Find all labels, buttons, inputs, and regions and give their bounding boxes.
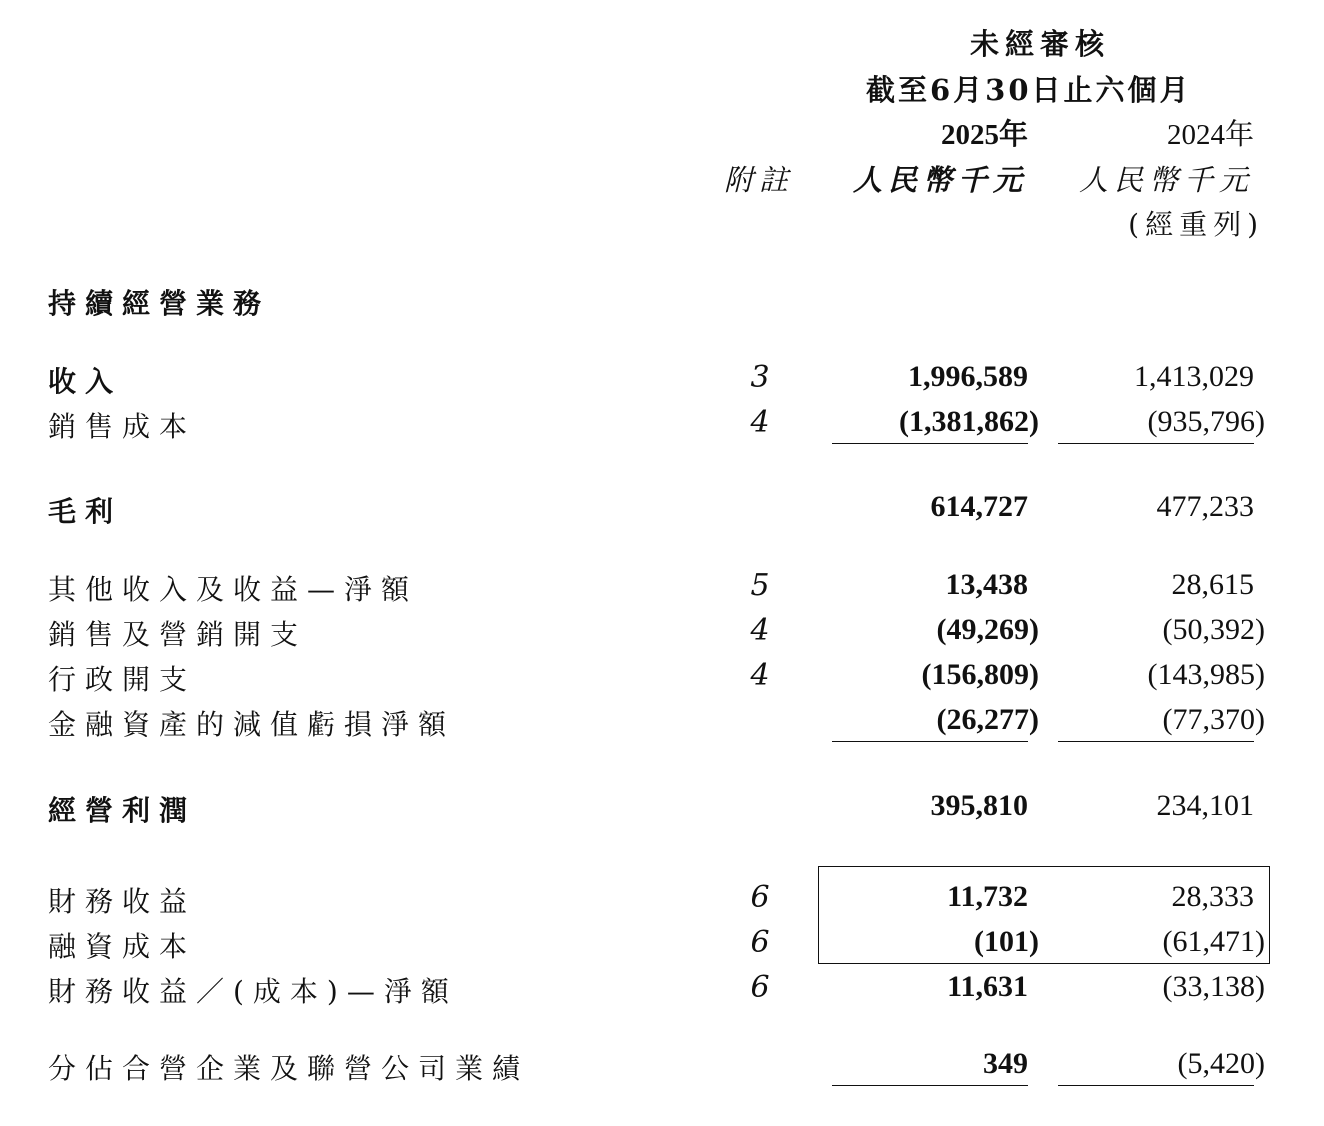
row-label: 收入 [48,365,123,398]
row-label: 其他收入及收益—淨額 [48,573,419,606]
row-label: 融資成本 [48,930,197,963]
year-2024-header: 2024年 [1166,119,1254,151]
restated-header: (經重列) [1128,208,1264,241]
row-value-2025: 349 [983,1047,1028,1080]
unaudited-header: 未經審核 [970,27,1111,61]
row-note: 4 [750,658,770,693]
row-note: 5 [750,568,770,603]
row-label: 毛利 [48,495,123,528]
subtotal-rule-2024 [1058,1085,1254,1086]
row-label: 金融資產的減值虧損淨額 [48,708,456,741]
row-value-2025: (26,277) [936,703,1039,736]
row-value-2025: (1,381,862) [899,405,1039,438]
row-value-2024: 1,413,029 [1134,360,1254,393]
row-label: 分佔合營企業及聯營公司業績 [48,1052,530,1085]
row-label: 銷售成本 [48,410,197,443]
subtotal-rule-2025 [832,741,1028,742]
row-value-2025: 11,631 [947,970,1028,1003]
row-value-2025: 13,438 [945,568,1028,601]
currency-2024-header: 人民幣千元 [1078,163,1254,197]
period-header: 截至6月30日止六個月 [866,73,1192,107]
row-value-2024: 477,233 [1156,490,1254,523]
row-note: 6 [750,970,770,1005]
note-column-header: 附註 [724,163,795,197]
row-value-2024: (935,796) [1147,405,1265,438]
row-value-2024: (5,420) [1177,1047,1265,1080]
row-note: 3 [750,360,770,395]
section-title: 持續經營業務 [48,287,271,320]
row-value-2024: 234,101 [1156,789,1254,822]
row-value-2025: (156,809) [921,658,1039,691]
row-value-2024: (50,392) [1162,613,1265,646]
row-value-2024: (61,471) [1162,925,1265,958]
row-note: 4 [750,405,770,440]
row-label: 行政開支 [48,663,197,696]
row-label: 財務收益／(成本)—淨額 [48,975,458,1008]
row-note: 6 [750,880,770,915]
row-note: 4 [750,613,770,648]
row-value-2025: 395,810 [930,789,1028,822]
subtotal-rule-2024 [1058,443,1254,444]
row-value-2025: 11,732 [947,880,1028,913]
subtotal-rule-2024 [1058,741,1254,742]
row-value-2025: 614,727 [930,490,1028,523]
row-value-2025: (49,269) [936,613,1039,646]
row-value-2024: 28,615 [1171,568,1254,601]
subtotal-rule-2025 [832,1085,1028,1086]
currency-2025-header: 人民幣千元 [852,163,1028,197]
row-value-2025: (101) [974,925,1039,958]
row-label: 財務收益 [48,885,197,918]
row-note: 6 [750,925,770,960]
row-value-2024: (143,985) [1147,658,1265,691]
row-label: 銷售及營銷開支 [48,618,308,651]
subtotal-rule-2025 [832,443,1028,444]
year-2025-header: 2025年 [940,119,1028,151]
row-value-2024: (77,370) [1162,703,1265,736]
row-value-2025: 1,996,589 [908,360,1028,393]
row-value-2024: (33,138) [1162,970,1265,1003]
row-label: 經營利潤 [48,794,197,827]
row-value-2024: 28,333 [1171,880,1254,913]
